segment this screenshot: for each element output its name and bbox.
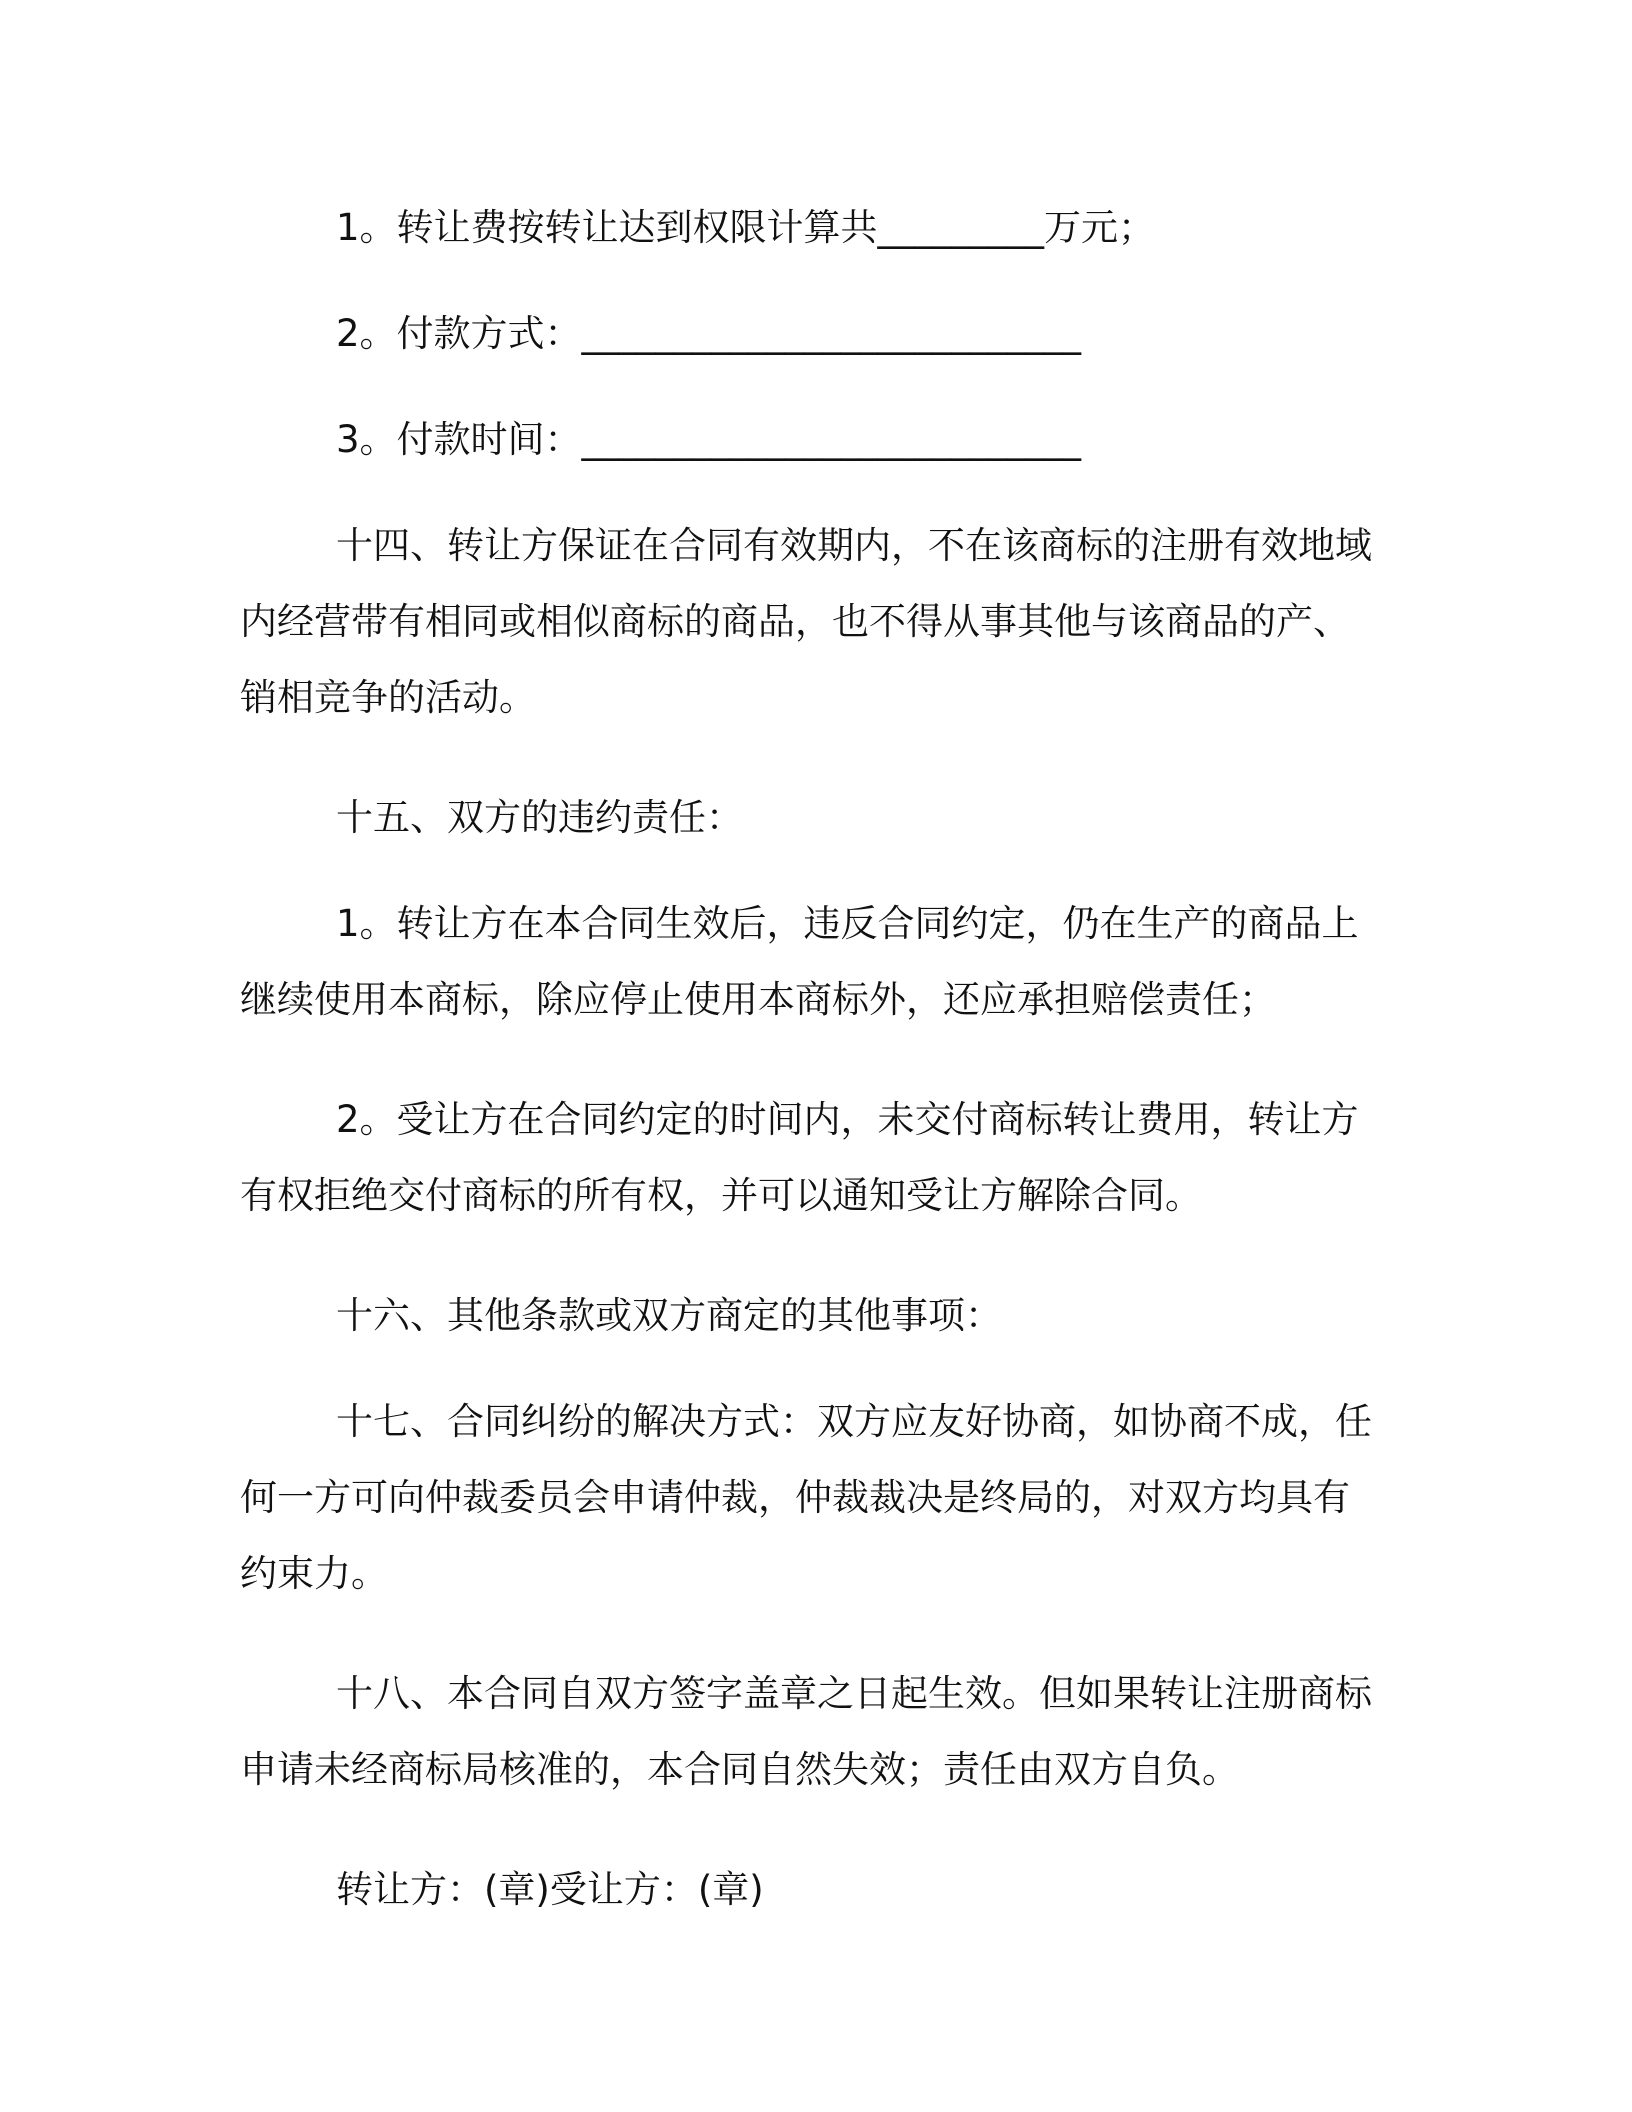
clause-14-non-compete: 十四、转让方保证在合同有效期内，不在该商标的注册有效地域内经营带有相同或相似商标的商品，也不得从事其他与该商品的产、销相竞争的活动。: [240, 524, 1372, 719]
document-page: [240, 190, 1380, 1928]
clause-18-effectiveness: 十八、本合同自双方签字盖章之日起生效。但如果转让注册商标申请未经商标局核准的，本合同自然失效；责任由双方自负。: [240, 1672, 1372, 1791]
clause-13-item-1-transfer-fee: 1。转让费按转让达到权限计算共_________万元；: [336, 206, 1156, 249]
clause-16-other-terms: 十六、其他条款或双方商定的其他事项：: [336, 1294, 1002, 1337]
clause-15-heading-liability: 十五、双方的违约责任：: [336, 796, 743, 839]
clause-17-dispute-resolution: 十七、合同纠纷的解决方式：双方应友好协商，如协商不成，任何一方可向仲裁委员会申请仲裁，仲裁裁决是终局的，对双方均具有约束力。: [240, 1400, 1372, 1595]
clause-13-item-2-payment-method: 2。付款方式：___________________________: [336, 312, 1082, 355]
clause-15-item-2-transferee-breach: 2。受让方在合同约定的时间内，未交付商标转让费用，转让方有权拒绝交付商标的所有权，并可以通知受让方解除合同。: [240, 1098, 1359, 1217]
clause-13-item-3-payment-time: 3。付款时间：___________________________: [336, 418, 1082, 461]
clause-15-item-1-transferor-breach: 1。转让方在本合同生效后，违反合同约定，仍在生产的商品上继续使用本商标，除应停止使用本商标外，还应承担赔偿责任；: [240, 902, 1359, 1021]
signature-line: 转让方：(章)受让方：(章): [336, 1868, 764, 1911]
